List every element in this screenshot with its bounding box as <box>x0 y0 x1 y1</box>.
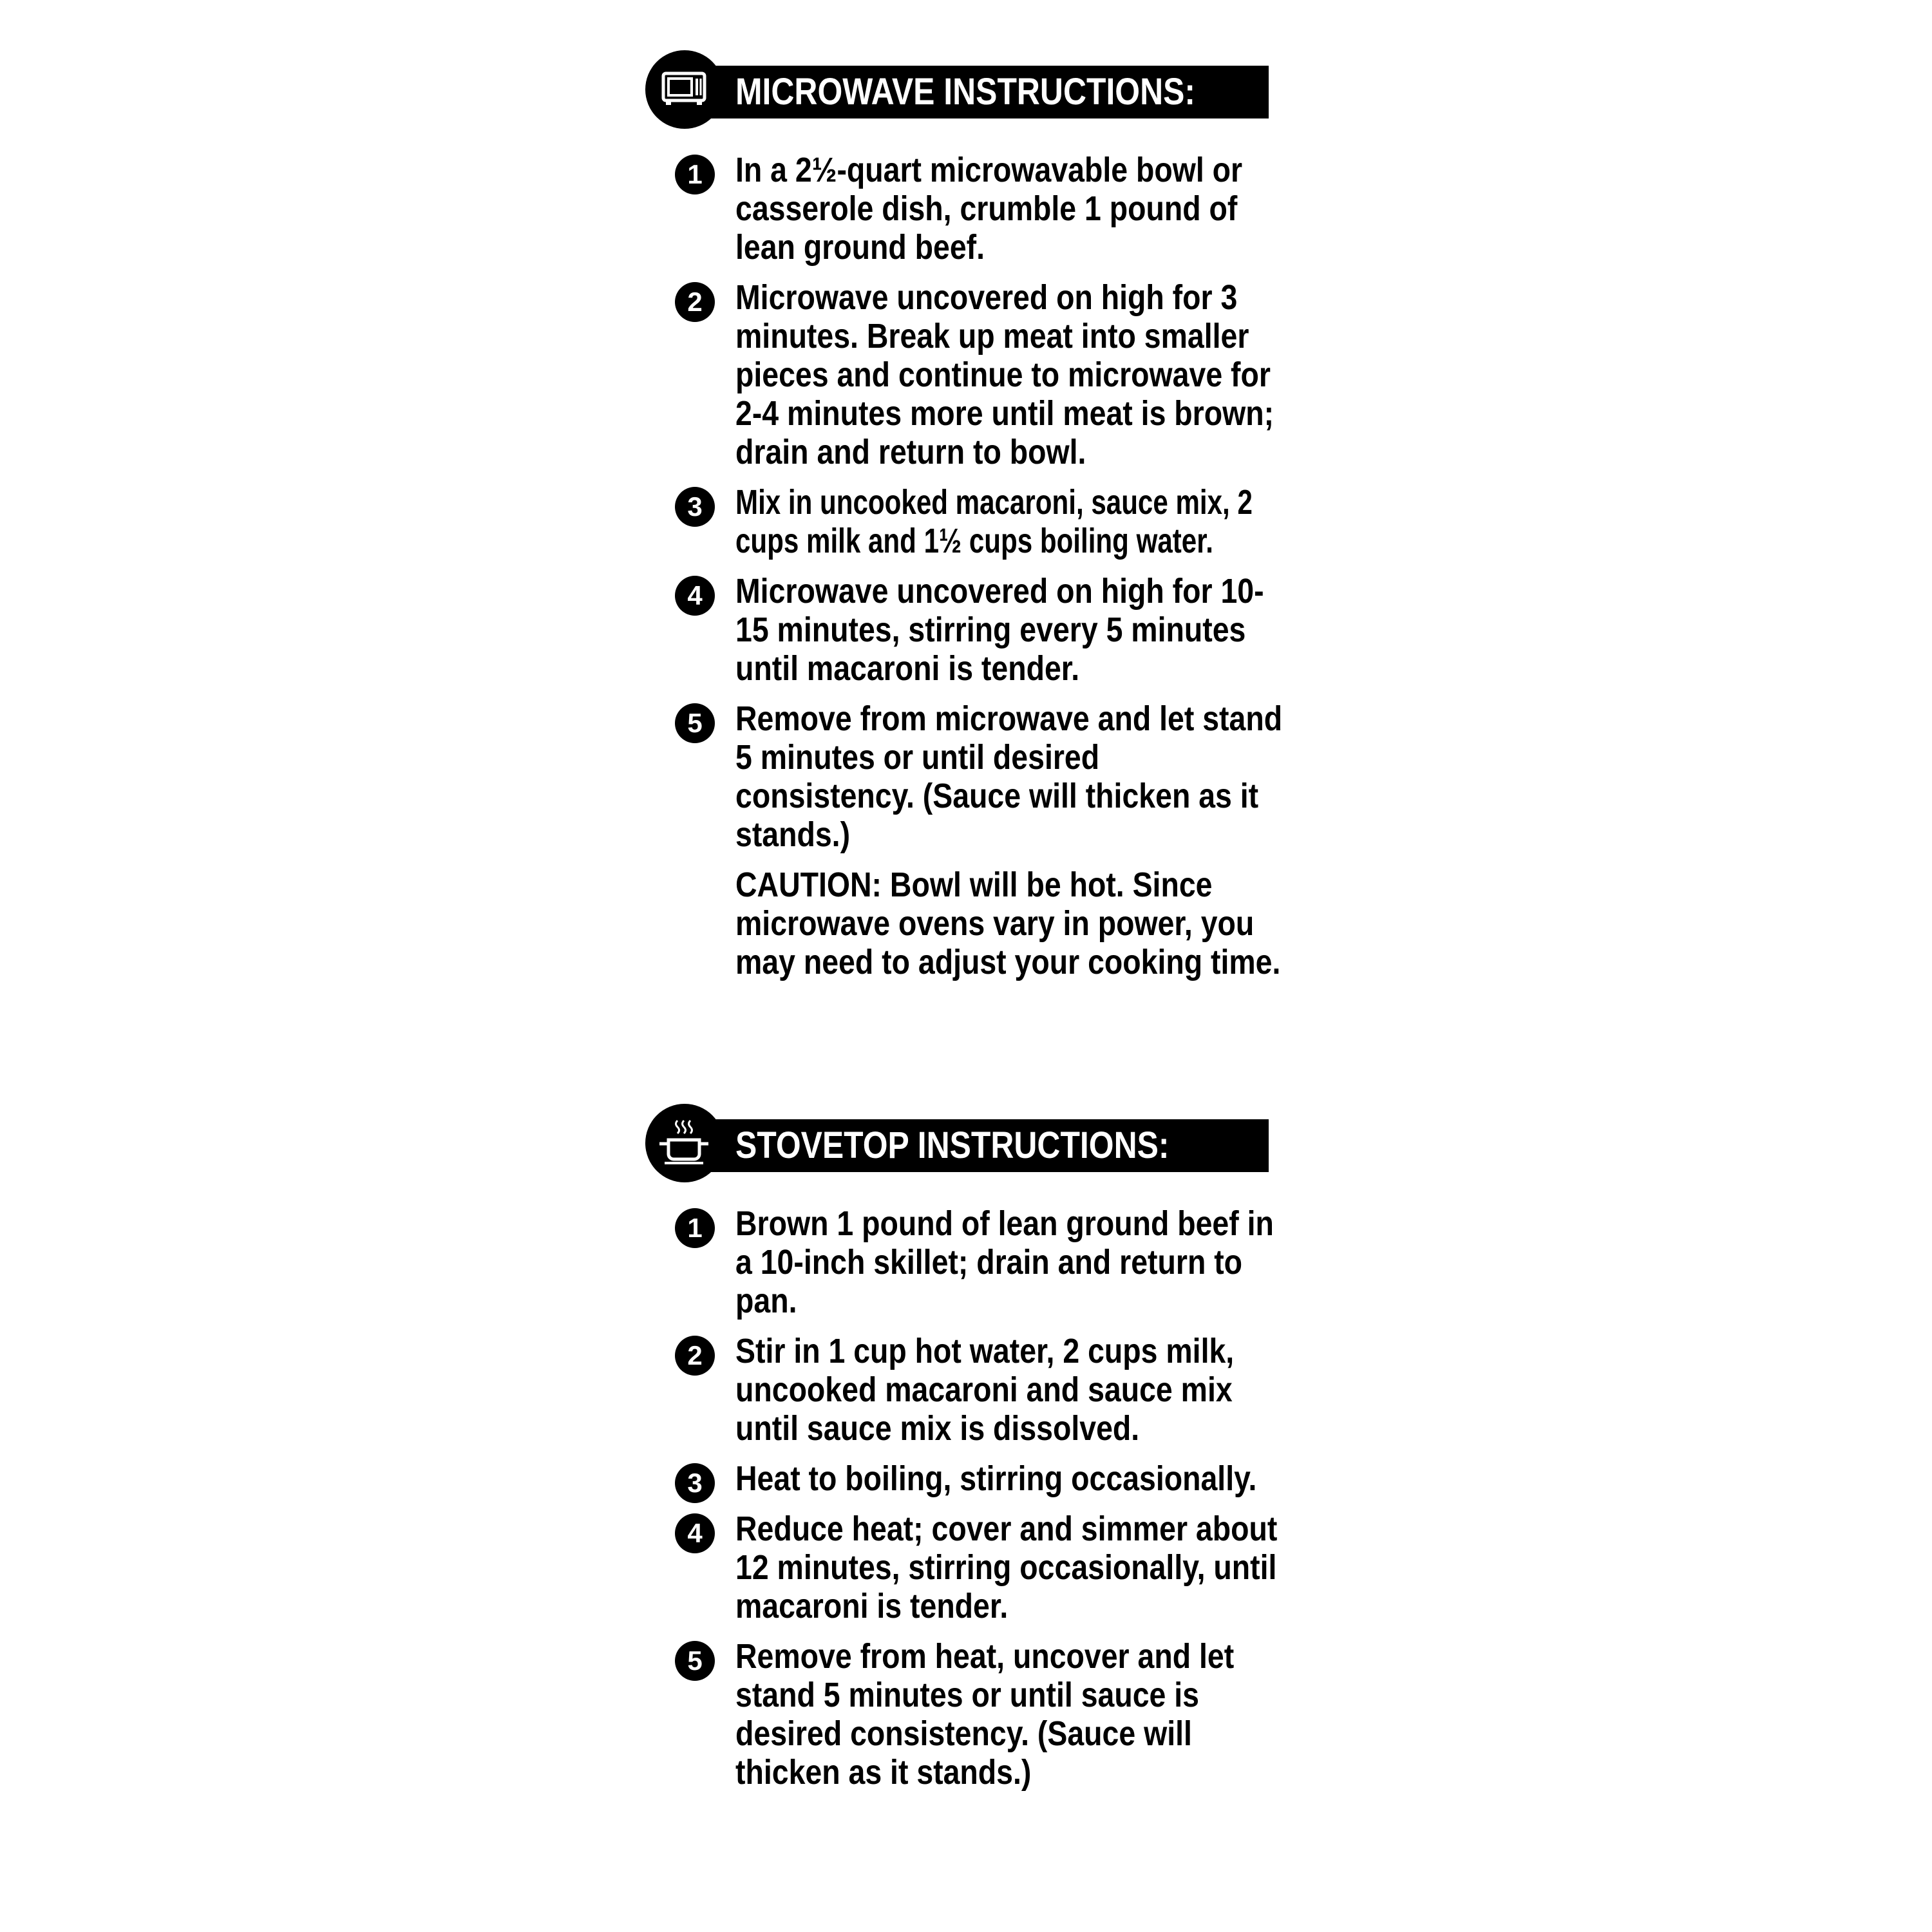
step-text: Reduce heat; cover and simmer about 12 minutes, stirring occasionally, until macaroni is tender. <box>735 1510 1278 1625</box>
stovetop-step-3 <box>645 1459 1289 1498</box>
step-number-badge: 1 <box>675 1208 715 1248</box>
step-text: Microwave uncovered on high for 10-15 minutes, stirring every 5 minutes until macaroni is tender. <box>735 572 1264 688</box>
step-number-badge: 4 <box>675 1513 715 1553</box>
step-number-badge: 5 <box>675 703 715 743</box>
header-icon-badge <box>645 50 724 129</box>
step-number-badge: 1 <box>675 155 715 194</box>
step-text: Heat to boiling, stirring occasionally. <box>735 1459 1257 1498</box>
microwave-instructions-section <box>645 50 1289 981</box>
step-text: Microwave uncovered on high for 3 minutes. Break up meat into smaller pieces and continue to microwave for 2-4 minutes more until meat is brown; drain and return to bowl. <box>735 278 1274 471</box>
microwave-step-2 <box>645 278 1289 471</box>
stovetop-step-4 <box>645 1510 1289 1625</box>
step-number-badge: 2 <box>675 282 715 322</box>
microwave-header <box>645 50 1289 133</box>
step-text: In a 2½-quart microwavable bowl or casserole dish, crumble 1 pound of lean ground beef. <box>735 151 1243 267</box>
microwave-title: MICROWAVE INSTRUCTIONS: <box>735 71 1196 113</box>
microwave-step-4 <box>645 572 1289 688</box>
caution-note <box>645 866 1289 981</box>
stovetop-title: STOVETOP INSTRUCTIONS: <box>735 1124 1170 1166</box>
header-icon-badge <box>645 1104 724 1182</box>
stovetop-instructions-section <box>645 1104 1289 1803</box>
microwave-step-5 <box>645 699 1289 854</box>
steaming-pot-icon <box>658 1118 710 1167</box>
microwave-step-1 <box>645 151 1289 267</box>
caution-label: CAUTION: <box>735 866 882 904</box>
microwave-icon <box>658 64 710 113</box>
step-number-badge: 5 <box>675 1641 715 1681</box>
stovetop-step-2 <box>645 1332 1289 1448</box>
step-number-badge: 3 <box>675 1463 715 1503</box>
microwave-steps-list <box>645 151 1289 854</box>
step-text: Mix in uncooked macaroni, sauce mix, 2 cups milk and 1½ cups boiling water. <box>735 483 1253 560</box>
step-number-badge: 2 <box>675 1336 715 1376</box>
stovetop-header <box>645 1104 1289 1186</box>
caution-text <box>735 866 1287 981</box>
stovetop-step-5 <box>645 1637 1289 1792</box>
step-text: Remove from heat, uncover and let stand 5 minutes or until sauce is desired consistency. (Sauce will thicken as it stands.) <box>735 1637 1235 1792</box>
step-text: Brown 1 pound of lean ground beef in a 10-inch skillet; drain and return to pan. <box>735 1204 1274 1320</box>
step-text: Stir in 1 cup hot water, 2 cups milk, uncooked macaroni and sauce mix until sauce mix is dissolved. <box>735 1332 1235 1448</box>
stovetop-step-1 <box>645 1204 1289 1320</box>
stovetop-steps-list <box>645 1204 1289 1792</box>
step-number-badge: 4 <box>675 576 715 616</box>
microwave-step-3 <box>645 483 1289 560</box>
caution-body: Bowl will be hot. Since microwave ovens vary in power, you may need to adjust your cooking time. <box>735 866 1281 981</box>
step-text: Remove from microwave and let stand 5 minutes or until desired consistency. (Sauce will thicken as it stands.) <box>735 699 1283 854</box>
step-number-badge: 3 <box>675 487 715 527</box>
